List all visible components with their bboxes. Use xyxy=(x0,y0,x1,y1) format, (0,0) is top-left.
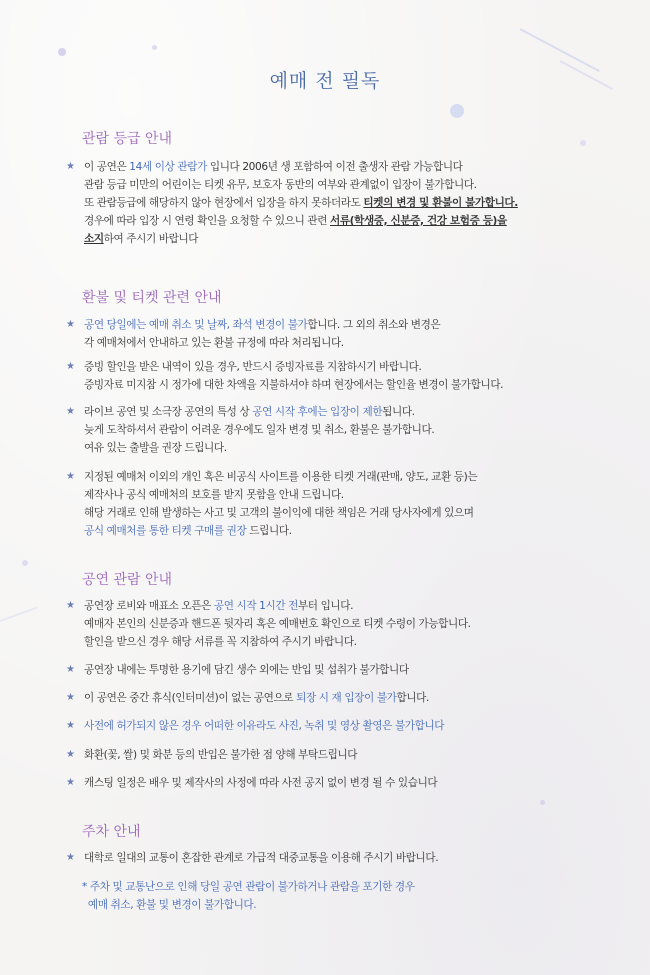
highlight-text: 공식 예매처를 통한 티켓 구매를 권장 xyxy=(84,525,247,537)
text-line xyxy=(84,316,440,334)
list-item-text xyxy=(84,403,434,457)
text-line xyxy=(84,486,477,504)
text-line xyxy=(84,661,409,679)
text-segment: 각 예매처에서 안내하고 있는 환불 규정에 따라 처리됩니다. xyxy=(84,337,344,349)
text-line xyxy=(84,504,477,522)
text-segment: 해당 거래로 인해 발생하는 사고 및 고객의 불이익에 대한 책임은 거래 당사자에게 있으며 xyxy=(84,507,474,519)
text-segment: 증빙자료 미지참 시 정가에 대한 차액을 지불하셔야 하며 현장에서는 할인율 변경이 불가합니다. xyxy=(84,379,504,391)
text-line xyxy=(84,334,440,352)
text-segment: 합니다. xyxy=(396,692,429,704)
text-segment: 합니다. 그 외의 취소와 변경은 xyxy=(307,319,441,331)
star-bullet-icon: ★ xyxy=(66,852,75,863)
text-segment: 지정된 예매처 이외의 개인 혹은 비공식 사이트를 이용한 티켓 거래(판매, 양도, 교환 등)는 xyxy=(84,471,478,483)
decor-dot xyxy=(58,48,66,56)
text-segment: 입니다 2006년 생 포함하여 이전 출생자 관람 가능합니다 xyxy=(206,161,463,173)
text-line xyxy=(84,717,444,735)
text-segment: 라이브 공연 및 소극장 공연의 특성 상 xyxy=(84,406,253,418)
page-title: 예매 전 필독 xyxy=(269,70,381,92)
highlight-text: 티켓의 변경 및 환불이 불가합니다. xyxy=(363,197,518,209)
text-segment: 또 관람등급에 해당하지 않아 현장에서 입장을 하지 못하더라도 xyxy=(84,197,364,209)
text-line xyxy=(84,689,429,707)
star-bullet-icon: ★ xyxy=(66,720,75,731)
text-line xyxy=(84,615,471,633)
list-item-text xyxy=(84,358,503,394)
star-bullet-icon: ★ xyxy=(66,692,75,703)
highlight-text: 사전에 허가되지 않은 경우 어떠한 이유라도 사진, 녹취 및 영상 촬영은 불가합니다 xyxy=(84,720,445,732)
star-bullet-icon: ★ xyxy=(66,319,75,330)
text-segment: 예매자 본인의 신분증과 핸드폰 뒷자리 혹은 예매번호 확인으로 티켓 수령이 가능합니다. xyxy=(84,618,471,630)
list-item-text xyxy=(84,158,518,248)
parking-note-line: * 주차 및 교통난으로 인해 당일 공연 관람이 불가하거나 관람을 포기한 경우 xyxy=(82,881,415,893)
parking-note xyxy=(82,878,415,914)
text-segment: 드립니다. xyxy=(246,525,292,537)
text-line xyxy=(84,158,518,176)
decor-dot xyxy=(450,104,464,118)
text-line xyxy=(84,849,438,867)
text-line xyxy=(84,774,437,792)
text-line xyxy=(84,376,503,394)
star-bullet-icon: ★ xyxy=(66,471,75,482)
star-bullet-icon: ★ xyxy=(66,749,75,760)
text-line xyxy=(84,358,503,376)
text-segment: 이 공연은 중간 휴식(인터미션)이 없는 공연으로 xyxy=(84,692,297,704)
list-item-text xyxy=(84,774,437,792)
text-segment: 됩니다. xyxy=(382,406,415,418)
text-segment: 캐스팅 일정은 배우 및 제작사의 사정에 따라 사전 공지 없이 변경 될 수 있습니다 xyxy=(84,777,438,789)
text-line xyxy=(84,403,434,421)
list-item-text xyxy=(84,468,477,540)
text-segment: 관람 등급 미만의 어린이는 티켓 유무, 보호자 동반의 여부와 관계없이 입장이 불가합니다. xyxy=(84,179,477,191)
highlight-text: 공연 시작 1시간 전 xyxy=(213,600,298,612)
text-segment: 여유 있는 출발을 권장 드립니다. xyxy=(84,442,227,454)
text-line xyxy=(84,230,518,248)
text-segment: 대학로 일대의 교통이 혼잡한 관계로 가급적 대중교통을 이용해 주시기 바랍니다. xyxy=(84,852,439,864)
decor-dot xyxy=(152,45,157,50)
text-line xyxy=(84,746,357,764)
text-line xyxy=(84,597,471,615)
highlight-text: 14세 이상 관람가 xyxy=(129,161,207,173)
list-item-text xyxy=(84,597,471,651)
parking-note-line: 예매 취소, 환불 및 변경이 불가합니다. xyxy=(82,899,257,911)
text-line xyxy=(84,633,471,651)
text-segment: 경우에 따라 입장 시 연령 확인을 요청할 수 있으니 관련 xyxy=(84,215,331,227)
highlight-text: 공연 시작 후에는 입장이 제한 xyxy=(252,406,383,418)
list-item-text xyxy=(84,689,429,707)
list-item-text xyxy=(84,661,409,679)
text-line xyxy=(84,176,518,194)
section-title-rating: 관람 등급 안내 xyxy=(82,131,173,147)
decor-dot xyxy=(580,140,586,146)
text-segment: 공연장 내에는 투명한 용기에 담긴 생수 외에는 반입 및 섭취가 불가합니다 xyxy=(84,664,409,676)
text-line xyxy=(84,421,434,439)
text-line xyxy=(84,212,518,230)
star-bullet-icon: ★ xyxy=(66,664,75,675)
star-bullet-icon: ★ xyxy=(66,161,75,172)
highlight-text: 서류(학생증, 신분증, 건강 보험증 등)을 xyxy=(330,215,507,227)
section-title-refund: 환불 및 티켓 관련 안내 xyxy=(82,290,222,306)
list-item-text xyxy=(84,746,357,764)
section-title-parking: 주차 안내 xyxy=(82,824,141,840)
list-item-text xyxy=(84,717,444,735)
highlight-text: 퇴장 시 재 입장이 불가 xyxy=(296,692,397,704)
star-bullet-icon: ★ xyxy=(66,777,75,788)
highlight-text: 공연 당일에는 예매 취소 및 날짜, 좌석 변경이 불가 xyxy=(84,319,308,331)
star-bullet-icon: ★ xyxy=(66,406,75,417)
decor-dot xyxy=(22,560,28,566)
text-segment: 증빙 할인을 받은 내역이 있을 경우, 반드시 증빙자료를 지참하시기 바랍니다. xyxy=(84,361,422,373)
text-line xyxy=(84,522,477,540)
text-line xyxy=(84,439,434,457)
section-title-viewing: 공연 관람 안내 xyxy=(82,572,173,588)
star-bullet-icon: ★ xyxy=(66,600,75,611)
text-line xyxy=(84,194,518,212)
text-segment: 화환(꽃, 쌀) 및 화분 등의 반입은 불가한 점 양해 부탁드립니다 xyxy=(84,749,358,761)
text-segment: 제작사나 공식 예매처의 보호를 받지 못함을 안내 드립니다. xyxy=(84,489,344,501)
text-segment: 이 공연은 xyxy=(84,161,130,173)
text-segment: 할인을 받으신 경우 해당 서류를 꼭 지참하여 주시기 바랍니다. xyxy=(84,636,357,648)
text-segment: 공연장 로비와 매표소 오픈은 xyxy=(84,600,214,612)
text-line xyxy=(84,468,477,486)
decor-dot xyxy=(540,800,545,805)
text-segment: 하여 주시기 바랍니다 xyxy=(103,233,199,245)
star-bullet-icon: ★ xyxy=(66,361,75,372)
highlight-text: 소지 xyxy=(84,233,104,245)
text-segment: 늦게 도착하셔서 관람이 어려운 경우에도 일자 변경 및 취소, 환불은 불가합니다. xyxy=(84,424,435,436)
list-item-text xyxy=(84,316,440,352)
text-segment: 부터 입니다. xyxy=(297,600,354,612)
list-item-text xyxy=(84,849,438,867)
